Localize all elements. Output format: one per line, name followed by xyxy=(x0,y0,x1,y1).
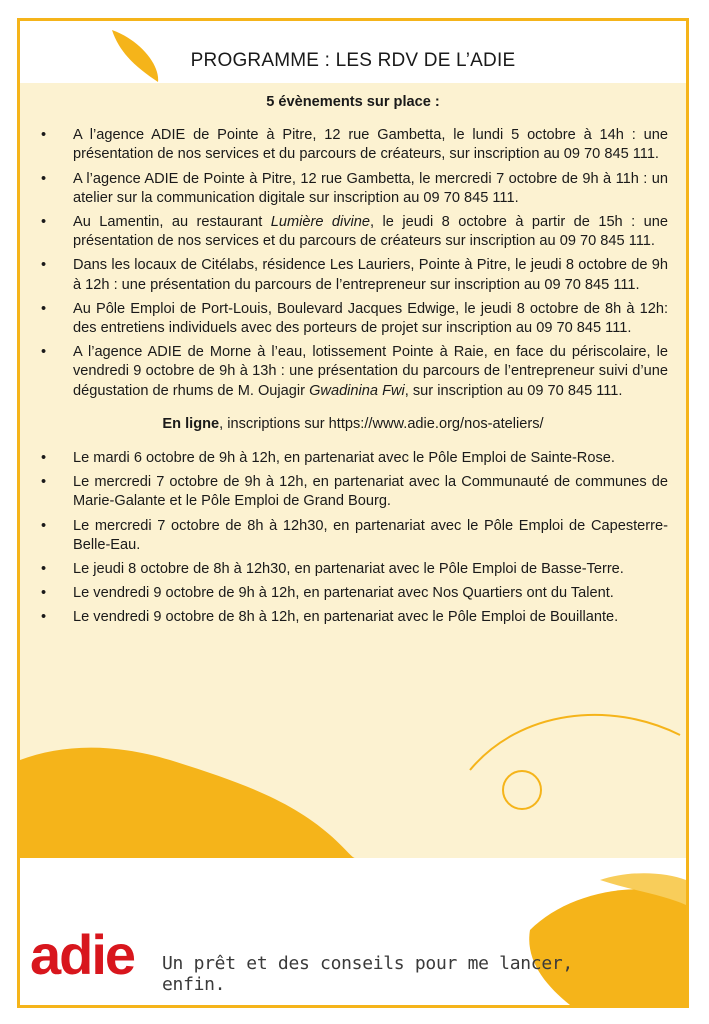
onsite-item: • Au Pôle Emploi de Port-Louis, Boulevard Jacques Edwige, le jeudi 8 octobre de 8h à 12h: des entretiens individuels avec des porteurs de projet sur inscription au 09 70 845 111. xyxy=(41,300,668,337)
footer xyxy=(30,923,630,995)
bullet-icon: • xyxy=(41,170,47,187)
program-content xyxy=(20,83,686,633)
online-item: • Le mercredi 7 octobre de 9h à 12h, en partenariat avec la Communauté de communes de Marie-Galante et le Pôle Emploi de Grand Bourg. xyxy=(41,474,668,510)
bullet-icon: • xyxy=(41,609,47,626)
adie-logo: adie xyxy=(30,923,135,986)
bullet-icon: • xyxy=(41,257,47,274)
online-list xyxy=(20,449,686,628)
online-label: En ligne xyxy=(162,415,220,432)
bullet-icon: • xyxy=(41,474,47,491)
rum-brand: Gwadinina Fwi xyxy=(309,382,405,399)
online-link-text: , inscriptions sur https://www.adie.org/nos-ateliers/ xyxy=(219,415,544,432)
onsite-item: • A l’agence ADIE de Morne à l’eau, lotissement Pointe à Raie, en face du périscolaire, le vendredi 9 octobre de 9h à 13h : une présentation du parcours de l’entrepreneur suivi d’une dégustation de rhums de M. Oujagir Gwadinina Fwi, sur inscription au 09 70 845 111. xyxy=(41,344,668,399)
online-item: • Le jeudi 8 octobre de 8h à 12h30, en partenariat avec le Pôle Emploi de Basse-Terre. xyxy=(20,560,686,579)
online-heading xyxy=(20,415,686,434)
bullet-icon: • xyxy=(41,214,47,231)
online-item: • Le vendredi 9 octobre de 9h à 12h, en partenariat avec Nos Quartiers ont du Talent. xyxy=(20,584,686,603)
bullet-icon: • xyxy=(41,561,47,578)
onsite-heading: 5 évènements sur place : xyxy=(266,94,440,110)
bullet-icon: • xyxy=(41,344,47,361)
bullet-icon: • xyxy=(41,450,47,467)
onsite-list xyxy=(20,126,686,401)
bullet-icon: • xyxy=(41,300,47,317)
tagline: Un prêt et des conseils pour me lancer, enfin. xyxy=(162,953,573,995)
onsite-item: • Au Lamentin, au restaurant Lumière divine, le jeudi 8 octobre à partir de 15h : une présentation de nos services et du parcours de créateurs sur inscription au 09 70 845 111. xyxy=(41,214,668,250)
onsite-item: • A l’agence ADIE de Pointe à Pitre, 12 rue Gambetta, le mercredi 7 octobre de 9h à 11h : un atelier sur la communication digitale sur inscription au 09 70 845 111. xyxy=(41,170,668,206)
restaurant-name: Lumière divine xyxy=(270,214,371,231)
onsite-item: • A l’agence ADIE de Pointe à Pitre, 12 rue Gambetta, le lundi 5 octobre à 14h : une présentation de nos services et du parcours de créateurs, sur inscription au 09 70 845 111. xyxy=(41,127,668,163)
title-box xyxy=(17,38,689,84)
onsite-item: • Dans les locaux de Citélabs, résidence Les Lauriers, Pointe à Pitre, le jeudi 8 octobre de 9h à 12h : une présentation du parcours de l’entrepreneur sur inscription au 09 70 845 111. xyxy=(41,257,668,293)
bullet-icon: • xyxy=(41,517,47,534)
page-title: PROGRAMME : LES RDV DE L’ADIE xyxy=(190,50,516,71)
bullet-icon: • xyxy=(41,585,47,602)
online-item: • Le vendredi 9 octobre de 8h à 12h, en partenariat avec le Pôle Emploi de Bouillante. xyxy=(20,608,686,627)
bullet-icon: • xyxy=(41,127,47,144)
online-item: • Le mercredi 7 octobre de 8h à 12h30, en partenariat avec le Pôle Emploi de Capesterre-Belle-Eau. xyxy=(41,517,668,553)
online-item: • Le mardi 6 octobre de 9h à 12h, en partenariat avec le Pôle Emploi de Sainte-Rose. xyxy=(20,449,686,468)
